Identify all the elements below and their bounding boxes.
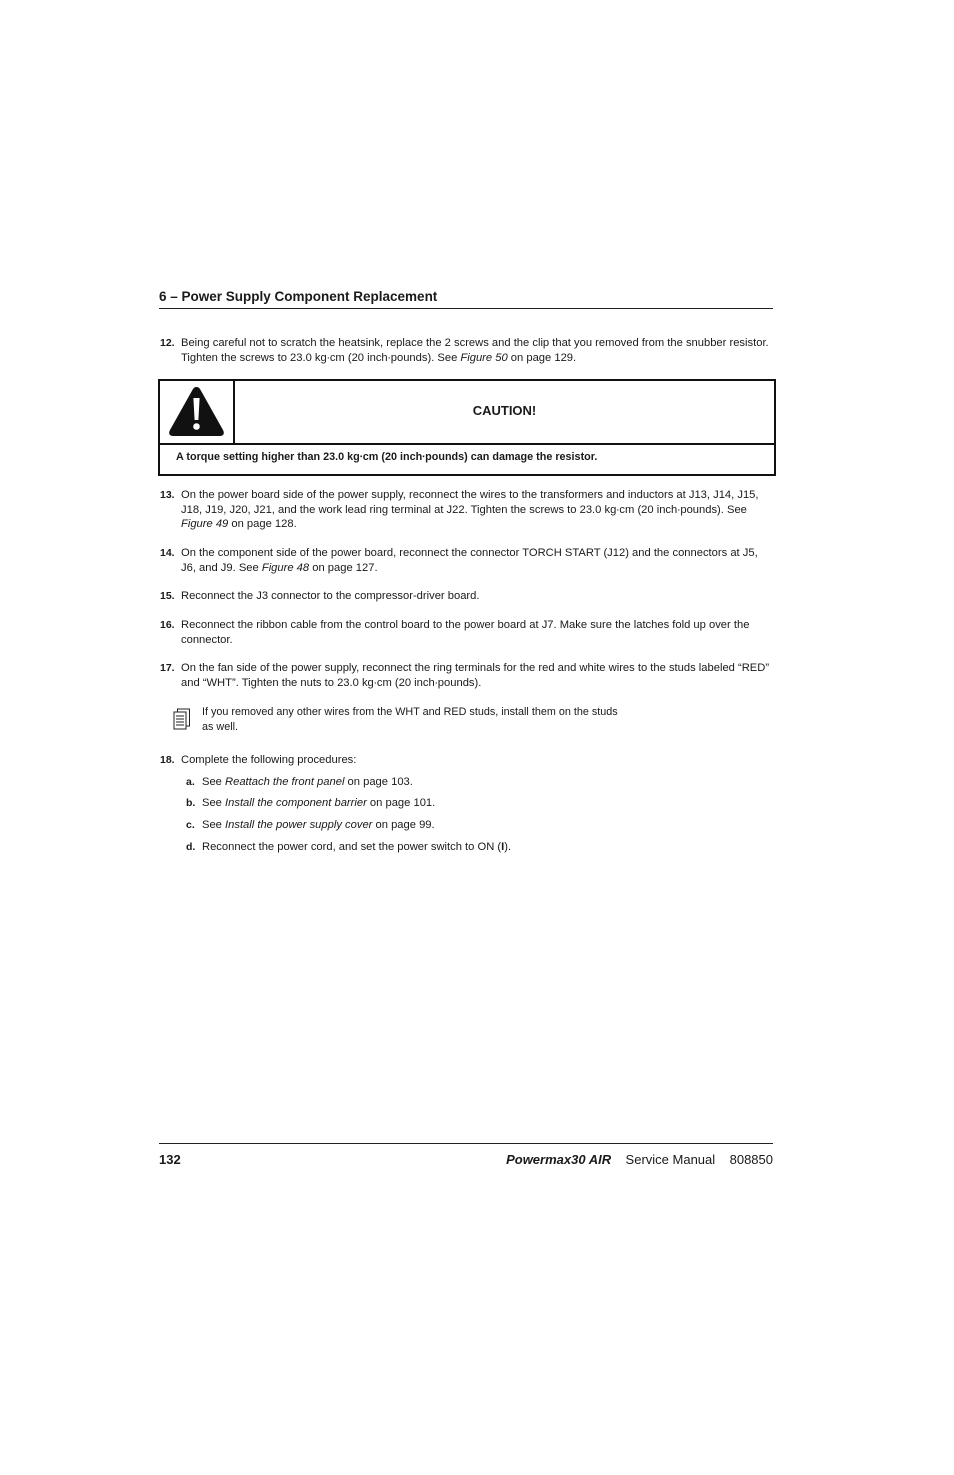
step-number: 13.: [160, 489, 175, 501]
substep-text: See: [202, 776, 226, 788]
switch-symbol: I: [501, 841, 505, 853]
procedure-link[interactable]: Install the component barrier: [225, 797, 367, 809]
step-text-part: on page 129.: [507, 351, 577, 364]
step-text-part: On the power board side of the power supply, reconnect the wires to the transformers and inductors at J13, J14, J15, J18, J19, J20, J21, and the work lead ring terminal at J22. Tighten the screws to 23.0 kg∙cm (20 inch∙pounds). See: [181, 489, 759, 516]
step-12: [159, 336, 773, 365]
step-text: On the fan side of the power supply, reconnect the ring terminals for the red and white wires to the studs labeled “RED” and “WHT”. Tighten the nuts to 23.0 kg∙cm (20 inch∙pounds).: [181, 662, 770, 689]
step-14: [159, 546, 773, 575]
step-number: 18.: [160, 754, 175, 766]
step-number: 17.: [160, 662, 175, 674]
caution-box: [158, 379, 776, 476]
note-block: [173, 705, 673, 734]
step-text: Complete the following procedures:: [181, 754, 357, 766]
step-text: [181, 546, 773, 575]
substep-c: [186, 818, 435, 832]
manual-type: Service Manual: [625, 1152, 716, 1167]
step-number: 12.: [160, 337, 175, 349]
caution-title: CAUTION!: [472, 403, 537, 418]
step-text: Reconnect the ribbon cable from the control board to the power board at J7. Make sure the latches fold up over the connector.: [181, 619, 750, 646]
part-number: 808850: [729, 1152, 773, 1167]
substep-d: [186, 840, 511, 854]
substep-text: See: [202, 797, 226, 809]
substep-letter: d.: [186, 841, 196, 853]
step-text: Reconnect the J3 connector to the compressor-driver board.: [181, 590, 480, 602]
procedure-link[interactable]: Install the power supply cover: [225, 819, 373, 831]
step-16: [159, 618, 773, 647]
step-text-part: on page 127.: [309, 561, 378, 574]
step-15: [159, 589, 773, 604]
note-line: as well.: [202, 720, 239, 733]
step-18: [159, 753, 773, 768]
substep-text: ).: [504, 841, 512, 853]
figure-link[interactable]: Figure 50: [460, 351, 508, 364]
step-13: [159, 488, 773, 532]
substep-a: [186, 775, 413, 789]
step-text: [181, 336, 773, 365]
figure-link[interactable]: Figure 48: [261, 561, 310, 574]
step-number: 14.: [160, 547, 175, 559]
product-name: Powermax30 AIR: [506, 1152, 612, 1167]
step-text-part: on page 128.: [228, 518, 297, 531]
note-text: [202, 705, 673, 734]
substep-text: See: [202, 819, 226, 831]
substep-text: Reconnect the power cord, and set the power switch to ON (: [202, 841, 502, 853]
section-header: 6 – Power Supply Component Replacement: [159, 289, 438, 304]
footer-rule: [159, 1143, 773, 1144]
figure-link[interactable]: Figure 49: [181, 518, 229, 531]
substep-letter: c.: [186, 819, 195, 831]
caution-divider: [160, 443, 774, 445]
header-rule: [159, 308, 773, 309]
procedure-link[interactable]: Reattach the front panel: [225, 776, 345, 788]
warning-icon: [160, 381, 233, 443]
substep-letter: a.: [186, 776, 195, 788]
substep-text: on page 101.: [366, 797, 436, 809]
note-line: If you removed any other wires from the WHT and RED studs, install them on the studs: [202, 706, 618, 718]
substep-letter: b.: [186, 797, 196, 809]
note-icon: [173, 708, 191, 735]
caution-message: A torque setting higher than 23.0 kg∙cm (20 inch∙pounds) can damage the resistor.: [176, 451, 598, 463]
step-number: 15.: [160, 590, 175, 602]
substep-text: on page 103.: [344, 776, 413, 788]
step-text-part: On the component side of the power board, reconnect the connector TORCH START (J12) and the connectors at J5, J6, and J9. See: [181, 547, 758, 574]
step-text-part: Being careful not to scratch the heatsink, replace the 2 screws and the clip that you removed from the snubber resistor. Tighten the screws to 23.0 kg∙cm (20 inch∙pounds). See: [181, 337, 769, 364]
step-17: [159, 661, 773, 690]
substep-b: [186, 796, 435, 810]
substep-text: on page 99.: [372, 819, 435, 831]
step-number: 16.: [160, 619, 175, 631]
page-number: 132: [159, 1152, 181, 1167]
caution-icon-cell: [160, 381, 235, 443]
step-text: [181, 488, 773, 532]
footer-right: [506, 1152, 773, 1167]
